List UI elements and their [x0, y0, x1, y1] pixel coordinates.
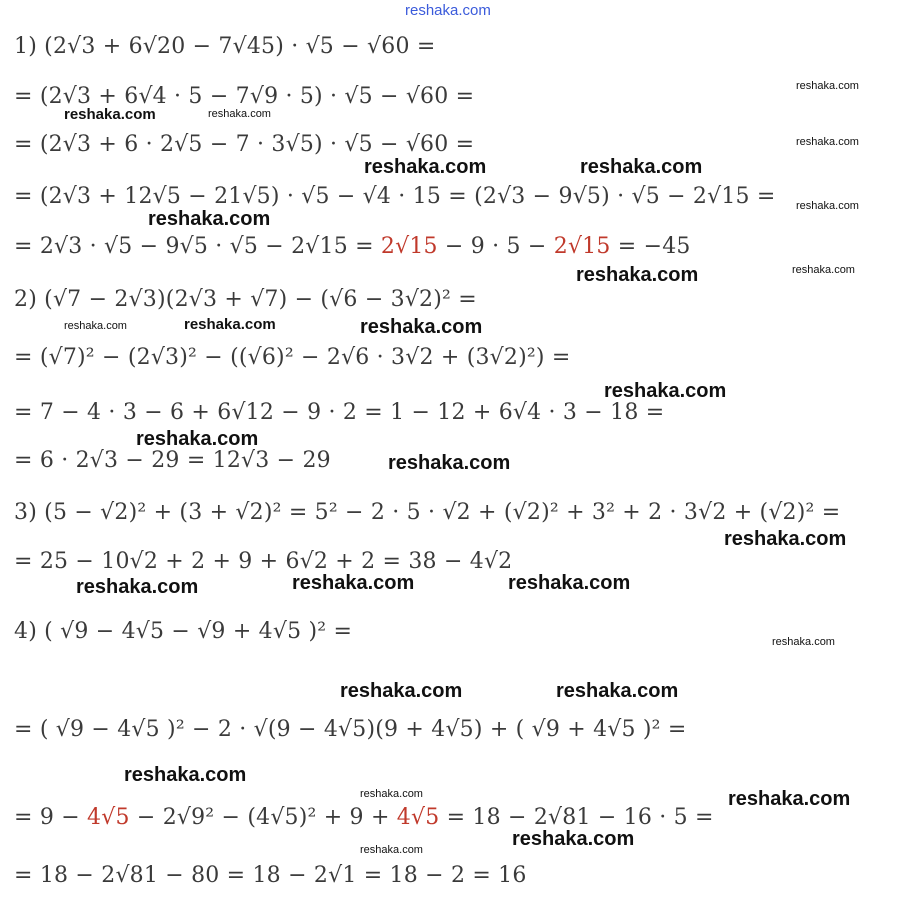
- math-line-11: [14, 547, 512, 577]
- watermark: reshaka.com: [340, 680, 463, 702]
- math-text: = ( √9 − 4√5 )² − 2 · √(9 − 4√5)(9 + 4√5) + ( √9 + 4√5 )² =: [14, 717, 687, 742]
- watermark: reshaka.com: [208, 108, 271, 120]
- watermark: reshaka.com: [792, 264, 855, 276]
- math-text: = 18 − 2√81 − 80 = 18 − 2√1 = 18 − 2 = 16: [14, 863, 527, 888]
- watermark: reshaka.com: [508, 572, 631, 594]
- watermark: reshaka.com: [388, 452, 511, 474]
- watermark: reshaka.com: [360, 788, 423, 800]
- math-text: = 9 −: [14, 805, 88, 830]
- math-text: = −45: [610, 234, 691, 259]
- watermark: reshaka.com: [124, 764, 247, 786]
- math-text: 2) (√7 − 2√3)(2√3 + √7) − (√6 − 3√2)² =: [14, 287, 477, 312]
- math-text: = (2√3 + 6 · 2√5 − 7 · 3√5) · √5 − √60 =: [14, 132, 475, 157]
- math-text: 1) (2√3 + 6√20 − 7√45) · √5 − √60 =: [14, 34, 436, 59]
- math-line-13: [14, 715, 687, 745]
- watermark: reshaka.com: [360, 316, 483, 338]
- math-line-5: [14, 232, 691, 262]
- watermark: reshaka.com: [556, 680, 679, 702]
- watermark: reshaka.com: [772, 636, 835, 648]
- math-text: = 18 − 2√81 − 16 · 5 =: [439, 805, 714, 830]
- watermark: reshaka.com: [796, 136, 859, 148]
- watermark: reshaka.com: [64, 106, 156, 123]
- watermark: reshaka.com: [148, 208, 271, 230]
- watermark: reshaka.com: [580, 156, 703, 178]
- watermark: reshaka.com: [512, 828, 635, 850]
- math-line-15: [14, 861, 527, 891]
- math-text: = 25 − 10√2 + 2 + 9 + 6√2 + 2 = 38 − 4√2: [14, 549, 513, 574]
- math-text: 3) (5 − √2)² + (3 + √2)² = 5² − 2 · 5 · √2 + (√2)² + 3² + 2 · 3√2 + (√2)² =: [14, 500, 841, 525]
- math-text: = (2√3 + 6√4 · 5 − 7√9 · 5) · √5 − √60 =: [14, 84, 475, 109]
- highlighted-term: 2√15: [553, 234, 611, 259]
- math-line-10: [14, 498, 840, 528]
- watermark: reshaka.com: [796, 80, 859, 92]
- math-text: 4) ( √9 − 4√5 − √9 + 4√5 )² =: [14, 619, 353, 644]
- math-text: − 2√9² − (4√5)² + 9 +: [129, 805, 397, 830]
- math-line-12: [14, 617, 352, 647]
- math-line-1: [14, 32, 435, 62]
- math-line-6: [14, 285, 477, 315]
- math-line-8: [14, 398, 664, 428]
- math-text: = (√7)² − (2√3)² − ((√6)² − 2√6 · 3√2 + (3√2)²) =: [14, 345, 571, 370]
- math-line-4: [14, 182, 776, 212]
- math-text: − 9 · 5 −: [437, 234, 554, 259]
- site-watermark-top: reshaka.com: [405, 2, 491, 19]
- watermark: reshaka.com: [292, 572, 415, 594]
- math-text: = (2√3 + 12√5 − 21√5) · √5 − √4 · 15 = (2√3 − 9√5) · √5 − 2√15 =: [14, 184, 776, 209]
- watermark: reshaka.com: [796, 200, 859, 212]
- watermark: reshaka.com: [364, 156, 487, 178]
- watermark: reshaka.com: [64, 320, 127, 332]
- watermark: reshaka.com: [728, 788, 851, 810]
- highlighted-term: 2√15: [380, 234, 438, 259]
- watermark: reshaka.com: [136, 428, 259, 450]
- math-text: = 6 · 2√3 − 29 = 12√3 − 29: [14, 448, 331, 473]
- watermark: reshaka.com: [76, 576, 199, 598]
- watermark: reshaka.com: [576, 264, 699, 286]
- watermark: reshaka.com: [604, 380, 727, 402]
- watermark: reshaka.com: [184, 316, 276, 333]
- watermark: reshaka.com: [360, 844, 423, 856]
- watermark: reshaka.com: [724, 528, 847, 550]
- math-line-7: [14, 343, 571, 373]
- highlighted-term: 4√5: [87, 805, 130, 830]
- math-text: = 7 − 4 · 3 − 6 + 6√12 − 9 · 2 = 1 − 12 + 6√4 · 3 − 18 =: [14, 400, 665, 425]
- highlighted-term: 4√5: [396, 805, 440, 830]
- math-text: = 2√3 · √5 − 9√5 · √5 − 2√15 =: [14, 234, 381, 259]
